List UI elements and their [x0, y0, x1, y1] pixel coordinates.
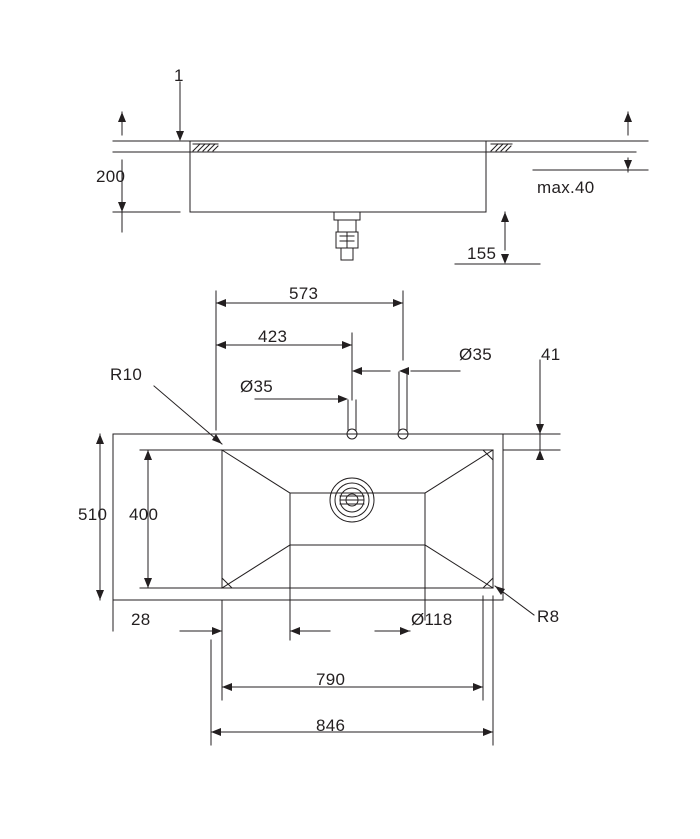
plan-outer-rim — [113, 434, 503, 600]
dim-d35-right — [352, 367, 460, 375]
label-width-573: 573 — [289, 284, 319, 303]
arrow-thickness-1 — [176, 131, 184, 141]
label-width-790: 790 — [316, 670, 346, 689]
label-drain-155: 155 — [467, 244, 497, 263]
section-hatch-left — [193, 144, 218, 151]
label-max-40: max.40 — [537, 178, 595, 197]
label-thickness-1: 1 — [174, 66, 184, 85]
leader-r10 — [154, 386, 222, 444]
arrow-max40-up — [624, 112, 632, 122]
plan-drain-grate — [340, 496, 364, 504]
label-width-846: 846 — [316, 716, 346, 735]
label-hole-right-d35: Ø35 — [459, 345, 493, 364]
arrow-155-down — [501, 254, 509, 264]
plan-bowl-outline — [222, 450, 493, 588]
arrow-max40-down — [624, 160, 632, 170]
plan-diag-tr — [425, 450, 493, 493]
dim-200-arrows — [113, 112, 126, 212]
label-radius-r8: R8 — [537, 607, 560, 626]
plan-diag-bl — [222, 545, 290, 588]
label-drain-d118: Ø118 — [411, 610, 453, 629]
dim-d118 — [290, 627, 410, 635]
section-hatch-right — [491, 144, 512, 151]
label-depth-200: 200 — [96, 167, 126, 186]
plan-diag-tl — [222, 450, 290, 493]
label-width-423: 423 — [258, 327, 288, 346]
label-height-510: 510 — [78, 505, 108, 524]
section-drain-assembly — [334, 212, 360, 260]
arrow-155-up — [501, 212, 509, 222]
label-radius-r10: R10 — [110, 365, 143, 384]
plan-bowl-rect — [222, 450, 493, 588]
plan-diag-br — [425, 545, 493, 588]
label-height-400: 400 — [129, 505, 159, 524]
label-left-28: 28 — [131, 610, 151, 629]
label-edge-41: 41 — [541, 345, 561, 364]
label-hole-left-d35: Ø35 — [240, 377, 274, 396]
